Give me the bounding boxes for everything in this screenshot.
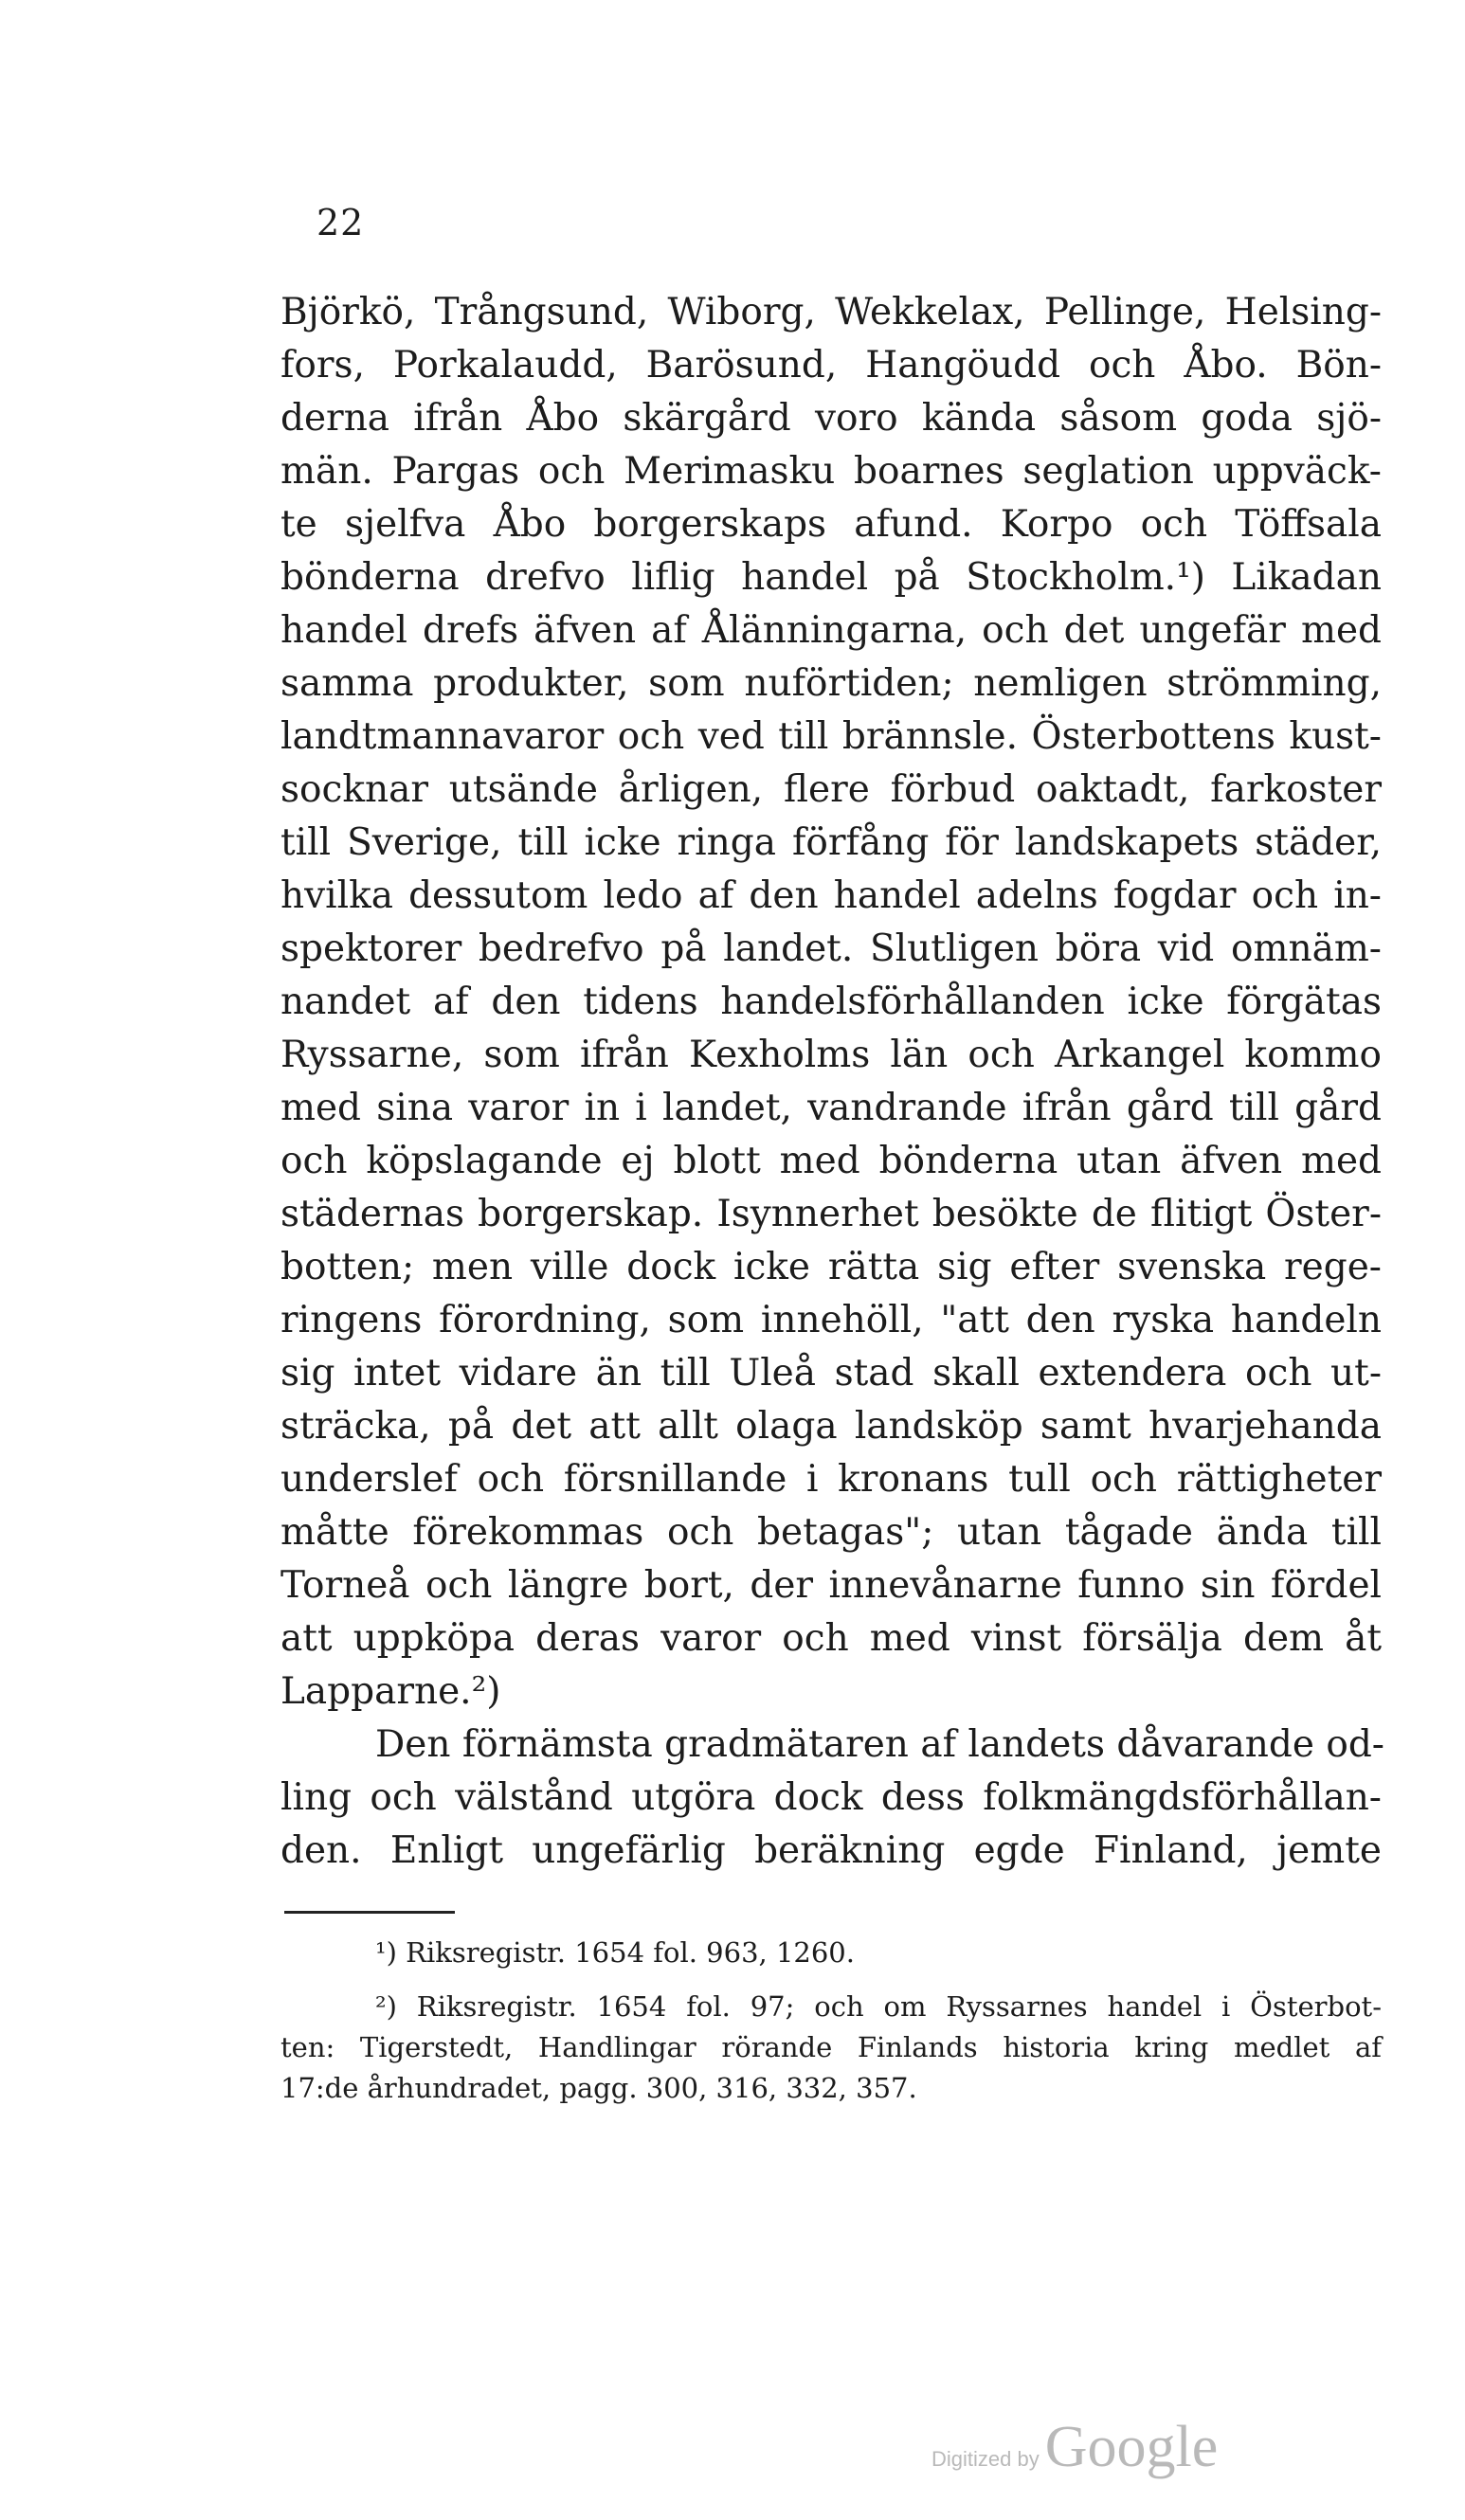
text-line: män. Pargas och Merimasku boarnes seglation uppväck- [280,450,1382,493]
text-line: derna ifrån Åbo skärgård voro kända såsom goda sjö- [280,397,1382,440]
text-line: fors, Porkalaudd, Barösund, Hangöudd och Åbo. Bön- [280,344,1382,387]
footnote-2-continuation: 17:de århundradet, pagg. 300, 316, 332, 357. [280,2072,917,2104]
footnote-1: ¹) Riksregistr. 1654 fol. 963, 1260. [375,1936,855,1969]
text-line: Ryssarne, som ifrån Kexholms län och Arkangel kommo [280,1034,1382,1076]
text-line: underslef och försnillande i kronans tull och rättigheter [280,1458,1382,1501]
text-line: spektorer bedrefvo på landet. Slutligen böra vid omnäm- [280,927,1382,970]
text-line: ling och välstånd utgöra dock dess folkmängdsförhållan- [280,1776,1382,1819]
text-line: Björkö, Trångsund, Wiborg, Wekkelax, Pellinge, Helsing- [280,291,1382,333]
text-line: te sjelfva Åbo borgerskaps afund. Korpo och Töffsala [280,503,1382,546]
text-line: hvilka dessutom ledo af den handel adelns fogdar och in- [280,874,1382,917]
text-line: Lapparne.²) [280,1670,501,1713]
text-line: nandet af den tidens handelsförhållanden icke förgätas [280,981,1382,1023]
text-line: måtte förekommas och betagas"; utan tågade ända till [280,1511,1382,1554]
footnote-2-continuation: ten: Tigerstedt, Handlingar rörande Finlands historia kring medlet af [280,2031,1382,2063]
text-line: sig intet vidare än till Uleå stad skall extendera och ut- [280,1352,1382,1395]
google-logo: Google [1044,2415,1219,2479]
digitized-watermark [931,2414,1218,2481]
text-line: till Sverige, till icke ringa förfång för landskapets städer, [280,821,1382,864]
footnote-2: ²) Riksregistr. 1654 fol. 97; och om Ryssarnes handel i Österbot- [375,1990,1382,2023]
text-line: socknar utsände årligen, flere förbud oaktadt, farkoster [280,768,1382,811]
paragraph-start-line: Den förnämsta gradmätaren af landets dåvarande od- [375,1723,1384,1766]
page-number: 22 [317,202,365,243]
text-line: den. Enligt ungefärlig beräkning egde Finland, jemte [280,1829,1382,1872]
text-line: ringens förordning, som innehöll, "att den ryska handeln [280,1299,1382,1341]
text-line: samma produkter, som nuförtiden; nemligen strömming, [280,662,1382,705]
text-line: och köpslagande ej blott med bönderna utan äfven med [280,1140,1382,1182]
text-line: att uppköpa deras varor och med vinst försälja dem åt [280,1617,1382,1660]
footnotes [280,1933,1382,2109]
watermark-prefix: Digitized by [931,2447,1040,2471]
text-line: landtmannavaror och ved till brännsle. Österbottens kust- [280,715,1382,758]
text-line: botten; men ville dock icke rätta sig efter svenska rege- [280,1246,1382,1288]
text-line: bönderna drefvo liflig handel på Stockholm.¹) Likadan [280,556,1382,599]
text-line: sträcka, på det att allt olaga landsköp samt hvarjehanda [280,1405,1382,1448]
text-line: Torneå och längre bort, der innevånarne funno sin fördel [280,1564,1382,1607]
footnote-divider [284,1911,455,1914]
body-text [280,286,1382,1878]
text-line: handel drefs äfven af Ålänningarna, och det ungefär med [280,609,1382,652]
text-line: städernas borgerskap. Isynnerhet besökte de flitigt Öster- [280,1193,1382,1235]
text-line: med sina varor in i landet, vandrande ifrån gård till gård [280,1087,1382,1129]
